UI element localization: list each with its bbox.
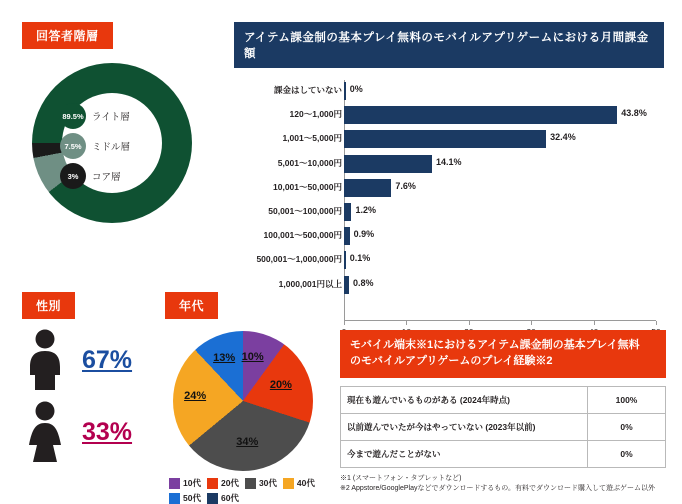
pie-legend-swatch bbox=[169, 493, 180, 504]
respondent-tier-donut-chart bbox=[32, 63, 192, 223]
pie-legend-swatch bbox=[283, 478, 294, 489]
experience-title-line1: モバイル端末※1におけるアイテム課金制の基本プレイ無料 bbox=[350, 339, 640, 351]
footnote: ※1 (スマートフォン・タブレットなど) bbox=[340, 474, 462, 482]
bar-row bbox=[234, 104, 664, 126]
experience-row-label: 今まで遊んだことがない bbox=[341, 440, 588, 467]
female-percentage: 33% bbox=[82, 417, 133, 446]
donut-legend-label-2: コア層 bbox=[92, 172, 121, 183]
bar-value-label: 0% bbox=[349, 84, 363, 94]
bar-fill bbox=[344, 227, 350, 245]
donut-legend-label-1: ミドル層 bbox=[92, 142, 131, 153]
pie-value-label: 20% bbox=[269, 379, 292, 392]
pie-legend-label: 40代 bbox=[296, 478, 315, 488]
donut-legend-item-0 bbox=[60, 103, 130, 129]
pie-legend-label: 50代 bbox=[183, 493, 201, 503]
pie-legend-item bbox=[169, 477, 201, 489]
gender-male-row bbox=[22, 329, 172, 391]
gender-panel-title: 性別 bbox=[22, 292, 75, 319]
pie-legend-label: 60代 bbox=[220, 493, 239, 503]
pie-value-label: 24% bbox=[184, 390, 207, 403]
age-pie-legend bbox=[169, 477, 344, 504]
pie-legend-item bbox=[283, 477, 315, 489]
bar-category-label: 50,001〜100,000円 bbox=[268, 205, 342, 216]
bar-row bbox=[234, 201, 664, 223]
bar-track bbox=[344, 276, 656, 294]
x-tick bbox=[656, 321, 657, 325]
pie-legend-item bbox=[207, 477, 239, 489]
bar-row bbox=[234, 80, 664, 102]
bar-fill bbox=[344, 130, 546, 148]
male-percentage: 67% bbox=[82, 345, 133, 374]
pie-legend-item bbox=[169, 492, 201, 504]
gender-block bbox=[22, 292, 172, 463]
experience-table bbox=[340, 386, 666, 468]
bar-track bbox=[344, 155, 656, 173]
bar-category-label: 120〜1,000円 bbox=[289, 109, 342, 120]
respondent-tier-block bbox=[22, 22, 232, 223]
bar-value-label: 32.4% bbox=[550, 132, 576, 143]
experience-row-label: 現在も遊んでいるものがある (2024年時点) bbox=[341, 386, 588, 413]
pie-legend-label: 20代 bbox=[220, 478, 239, 488]
pie-legend-label: 30代 bbox=[258, 478, 277, 488]
bar-category-label: 100,001〜500,000円 bbox=[263, 230, 342, 241]
x-tick bbox=[594, 321, 595, 325]
bar-fill bbox=[344, 276, 349, 294]
bar-track bbox=[344, 179, 656, 197]
age-block bbox=[165, 292, 330, 504]
bar-track bbox=[344, 106, 656, 124]
table-row bbox=[341, 440, 666, 467]
bar-category-label: 5,001〜10,000円 bbox=[277, 157, 342, 168]
play-experience-block bbox=[340, 330, 666, 495]
bar-value-label: 43.8% bbox=[621, 108, 647, 119]
experience-row-value: 0% bbox=[588, 440, 666, 467]
x-tick bbox=[531, 321, 532, 325]
x-tick bbox=[469, 321, 470, 325]
pie-legend-swatch bbox=[207, 493, 218, 504]
pie-value-label: 34% bbox=[236, 436, 259, 449]
bar-track bbox=[344, 203, 656, 221]
bar-panel-title: アイテム課金制の基本プレイ無料のモバイルアプリゲームにおける月間課金額 bbox=[234, 22, 664, 68]
pie-legend-swatch bbox=[245, 478, 256, 489]
bar-category-label: 課金はしていない bbox=[273, 85, 342, 95]
bar-row bbox=[234, 128, 664, 150]
pie-legend-swatch bbox=[207, 478, 218, 489]
bar-fill bbox=[344, 82, 346, 100]
pie-legend-swatch bbox=[169, 478, 180, 489]
age-panel-title: 年代 bbox=[165, 292, 218, 319]
bar-row bbox=[234, 249, 664, 271]
pie-value-label: 10% bbox=[241, 351, 264, 364]
gender-female-row bbox=[22, 401, 172, 463]
bar-value-label: 14.1% bbox=[435, 156, 462, 167]
experience-row-label: 以前遊んでいたが今はやっていない (2023年以前) bbox=[341, 413, 588, 440]
donut-legend-label-0: ライト層 bbox=[92, 112, 130, 123]
experience-row-value: 100% bbox=[588, 386, 666, 413]
bar-category-label: 1,000,001円以上 bbox=[278, 278, 342, 289]
bar-track bbox=[344, 251, 656, 269]
bar-category-label: 1,001〜5,000円 bbox=[282, 133, 342, 144]
footnote: ※2 Appstore/GooglePlayなどでダウンロードするもの。有料でダウンロード購入して遊ぶゲーム以外 bbox=[340, 485, 655, 493]
bar-value-label: 0.1% bbox=[349, 253, 371, 264]
x-tick bbox=[406, 321, 407, 325]
bar-category-label: 500,001〜1,000,000円 bbox=[256, 254, 342, 265]
bar-fill bbox=[344, 203, 351, 221]
bar-track bbox=[344, 227, 656, 245]
male-figure-icon bbox=[22, 329, 68, 391]
bar-category-label: 10,001〜50,000円 bbox=[273, 181, 342, 192]
experience-panel-title bbox=[340, 330, 666, 378]
bar-value-label: 0.9% bbox=[353, 229, 375, 240]
table-row bbox=[341, 413, 666, 440]
donut-legend-value-0: 89.5% bbox=[60, 103, 86, 129]
bar-track bbox=[344, 82, 656, 100]
bar-value-label: 0.8% bbox=[352, 277, 374, 288]
bar-rows bbox=[234, 80, 664, 296]
x-tick bbox=[344, 321, 345, 325]
bar-row bbox=[234, 153, 664, 175]
donut-legend-value-2: 3% bbox=[60, 163, 86, 189]
footnotes bbox=[340, 474, 666, 495]
bar-value-label: 7.6% bbox=[395, 180, 416, 191]
donut-panel-title: 回答者階層 bbox=[22, 22, 113, 49]
donut-legend-value-1: 7.5% bbox=[60, 133, 86, 159]
donut-legend-item-1 bbox=[60, 133, 130, 159]
pie-legend-label: 10代 bbox=[183, 478, 201, 488]
bar-row bbox=[234, 177, 664, 199]
female-figure-icon bbox=[22, 401, 68, 463]
bar-track bbox=[344, 130, 656, 148]
bar-fill bbox=[344, 179, 391, 197]
pie-value-label: 13% bbox=[213, 351, 236, 364]
experience-title-line2: のモバイルアプリゲームのプレイ経験※2 bbox=[350, 354, 553, 367]
experience-row-value: 0% bbox=[588, 413, 666, 440]
bar-row bbox=[234, 225, 664, 247]
bar-fill bbox=[344, 251, 346, 269]
bar-fill bbox=[344, 106, 617, 124]
monthly-spend-bar-chart bbox=[234, 80, 664, 320]
donut-legend-item-2 bbox=[60, 163, 121, 189]
age-pie-chart bbox=[173, 331, 313, 471]
table-row bbox=[341, 386, 666, 413]
bar-value-label: 1.2% bbox=[355, 204, 376, 215]
pie-legend-item bbox=[245, 477, 277, 489]
pie-legend-item bbox=[207, 492, 239, 504]
bar-fill bbox=[344, 155, 432, 173]
